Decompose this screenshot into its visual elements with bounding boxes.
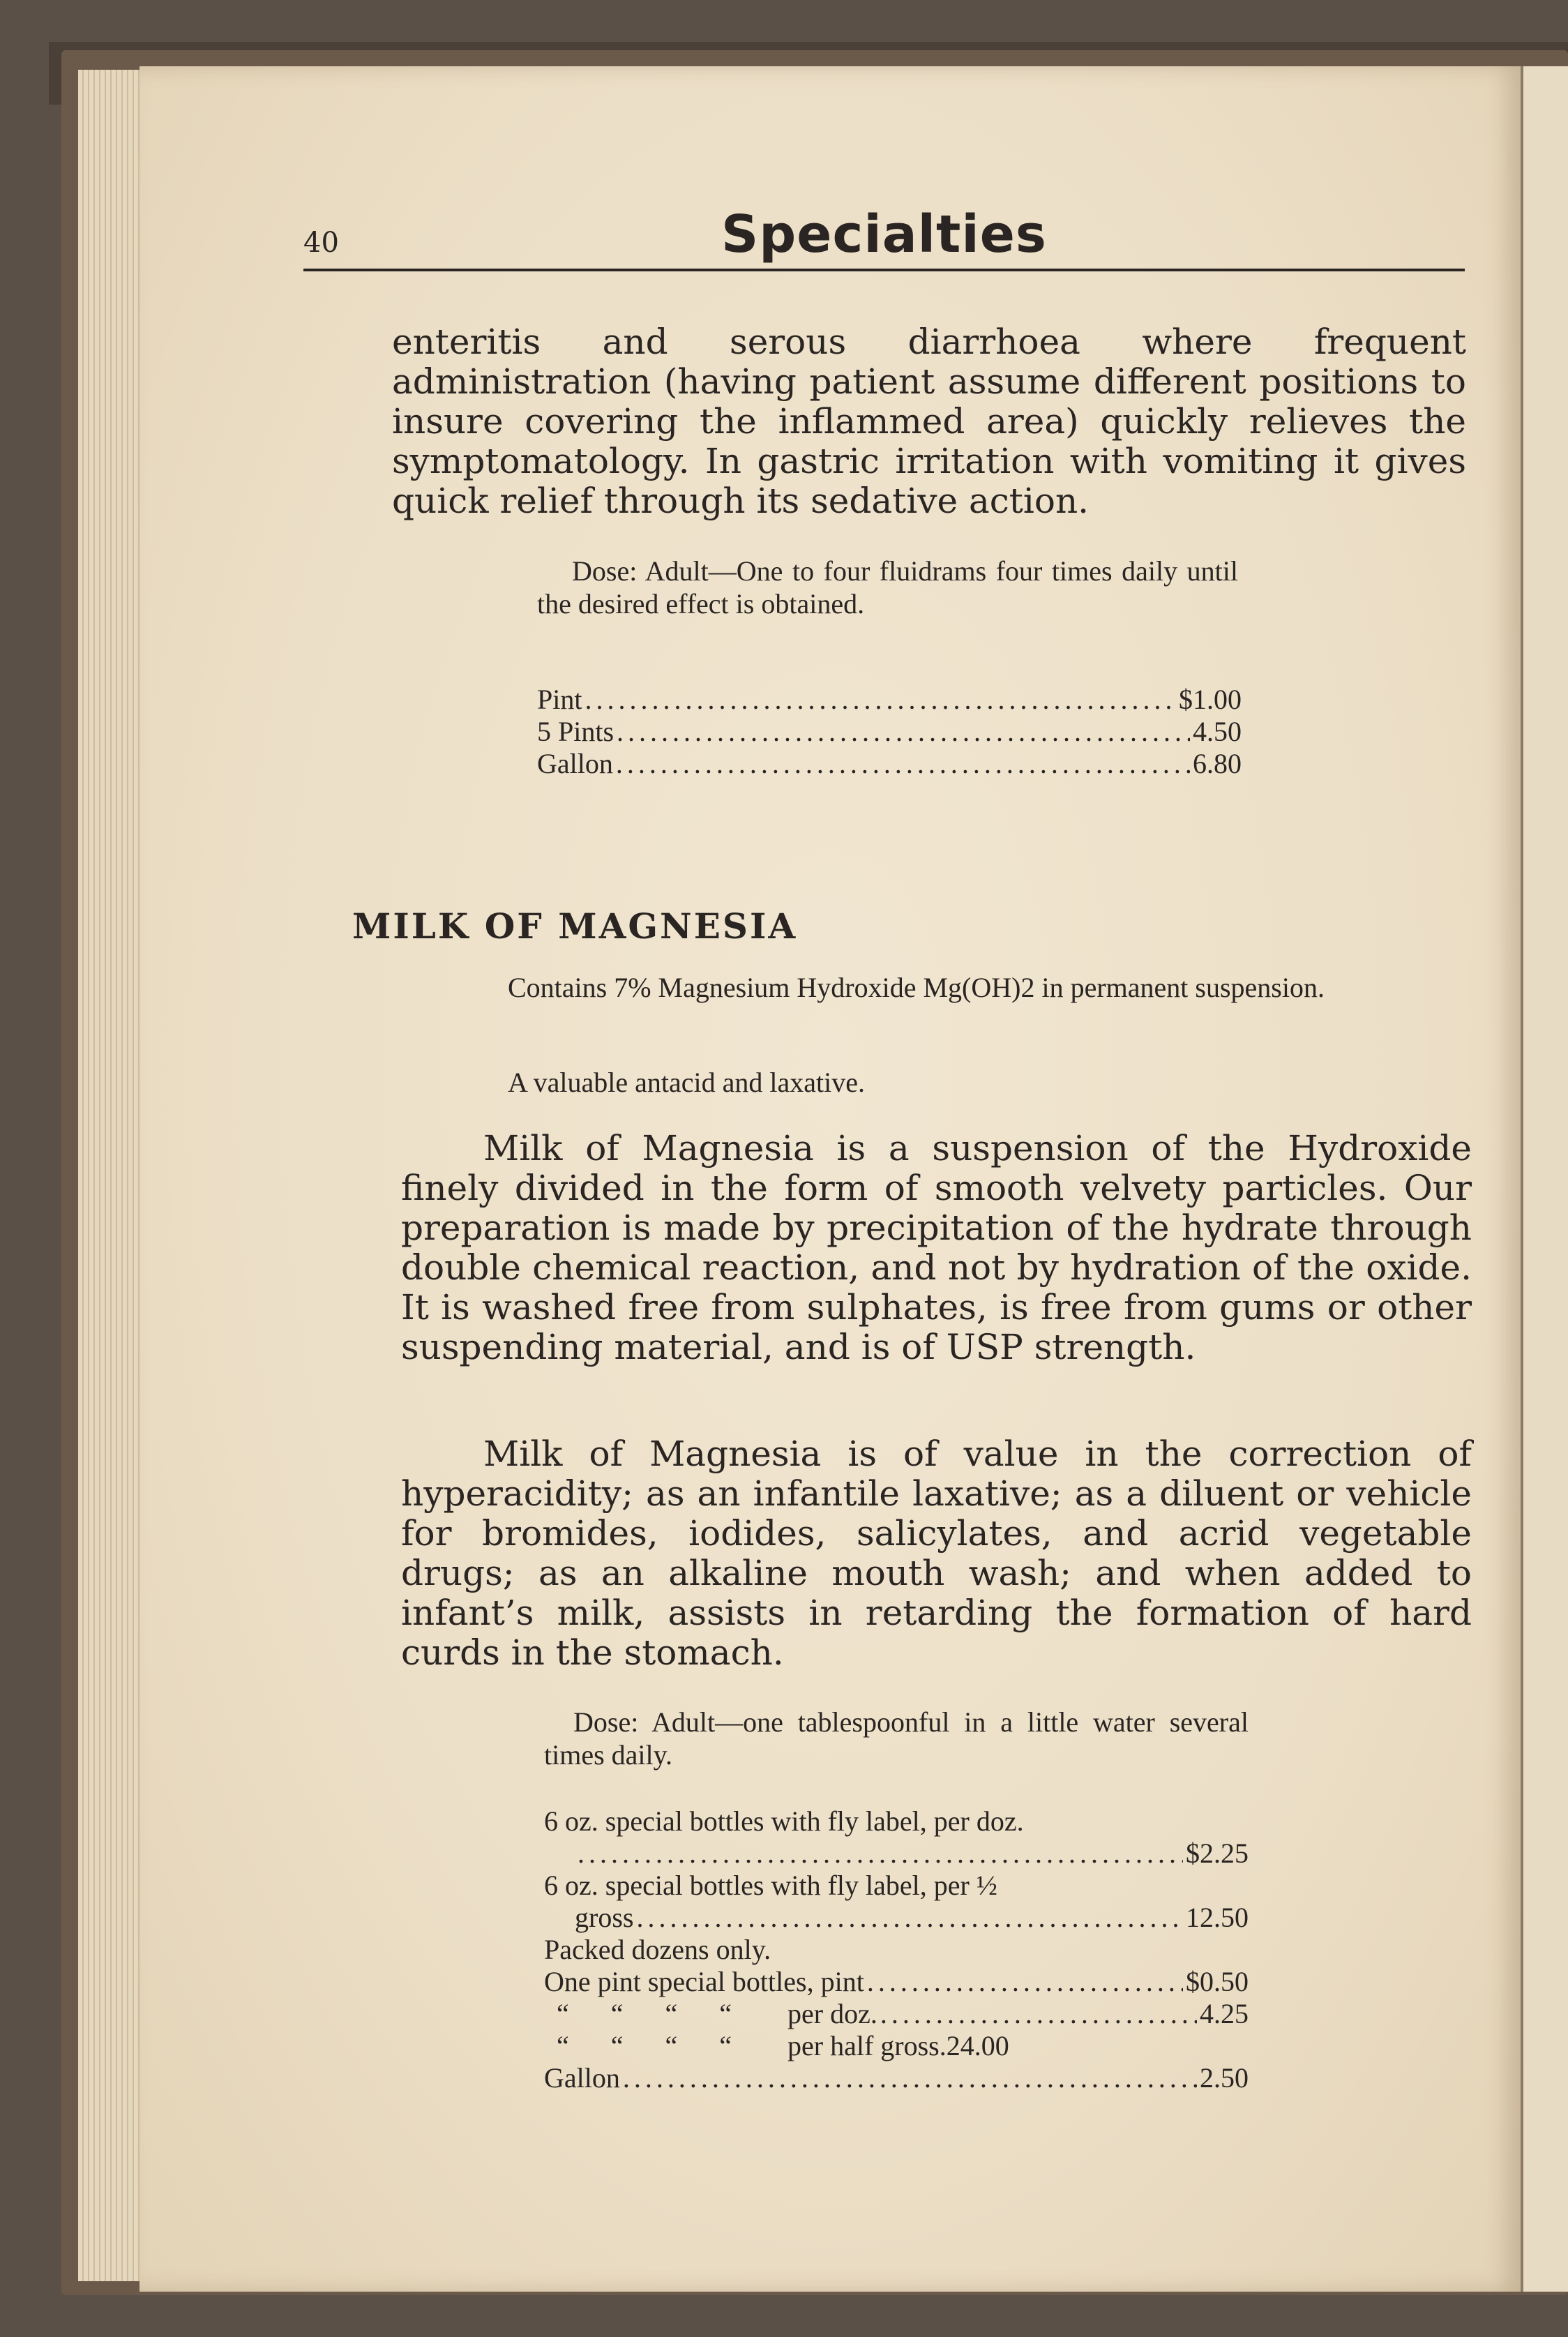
price-row [537,748,1242,780]
price-value: $0.50 [1186,1966,1249,1997]
page-header [303,185,1465,271]
price-row [544,1998,1249,2030]
price-row [544,2062,1249,2094]
price-list [537,684,1242,780]
section-heading: MILK OF MAGNESIA [352,906,798,947]
price-item: Pint [537,684,582,715]
body-paragraph-2: Milk of Magnesia is of value in the correction of hyperacidity; as an infantile laxative; as a diluent or vehicle for bromides, iodides, salicylates, and acrid vegetable drugs; as an alkaline mouth wash; and when added to infant’s milk, assists in retarding the formation of hard curds in the stomach. [401,1434,1472,1673]
packed-note: Packed dozens only. [544,1934,771,1965]
leader-dots [623,2062,1197,2094]
price-value: $2.25 [1186,1838,1249,1869]
price-row [544,1966,1249,1998]
price-value: $1.00 [1179,684,1242,715]
price-value: 24.00 [946,2030,1009,2061]
price-item: Gallon [544,2062,620,2094]
leader-dots [867,1966,1183,1998]
price-item: One pint special bottles, pint [544,1966,864,1997]
price-row [544,1934,1249,1966]
price-item: 6 oz. special bottles with fly label, per ½ [544,1870,997,1901]
leader-dots [617,716,1190,748]
price-row [537,716,1242,748]
price-value: 4.50 [1193,716,1242,747]
price-item: Gallon [537,748,613,779]
dose-text: Dose: Adult—One to four fluidrams four times daily until the desired effect is obtained. [537,555,1238,619]
facing-page-edge [1521,66,1568,2292]
leader-dots [585,684,1176,716]
dose-text: Dose: Adult—one tablespoonful in a little water several times daily. [544,1706,1249,1771]
price-row [544,1870,1249,1902]
price-item: 6 oz. special bottles with fly label, per doz. [544,1805,1024,1837]
price-row [544,1902,1249,1934]
leader-dots [616,748,1190,780]
leader-dots [636,1902,1183,1934]
price-row [544,1838,1249,1870]
leader-dots [880,1998,1197,2030]
price-value: 2.50 [1200,2062,1249,2094]
price-item: gross [575,1902,634,1933]
price-row [544,2030,1249,2062]
page-number: 40 [303,227,339,259]
price-item: 5 Pints [537,716,615,747]
contains-text: Contains 7% Magnesium Hydroxide Mg(OH)2 in permanent suspension. [508,972,1325,1003]
price-row [537,684,1242,716]
tagline-text: A valuable antacid and laxative. [508,1067,866,1098]
running-title: Specialties [721,204,1047,264]
intro-paragraph: enteritis and serous diarrhoea where frequent administration (having patient assume different positions to insure covering the inflammed area) quickly relieves the symptomatology. In gastric irritation with vomiting it gives quick relief through its sedative action. [392,322,1466,521]
price-value: 4.25 [1200,1998,1249,2029]
price-list [544,1805,1249,2094]
leader-dots [578,1838,1183,1870]
body-paragraph-1: Milk of Magnesia is a suspension of the Hydroxide finely divided in the form of smooth velvety particles. Our preparation is made by precipitation of the hydrate through double chemical reaction, and not by hydration of the oxide. It is washed free from sulphates, is free from gums or other suspending material, and is of USP strength. [401,1128,1472,1367]
price-value: 12.50 [1186,1902,1249,1933]
price-value: 6.80 [1193,748,1242,779]
price-item: “ “ “ “ per doz. [557,1998,877,2029]
price-item: “ “ “ “ per half gross. [557,2030,947,2061]
price-row [544,1805,1249,1838]
